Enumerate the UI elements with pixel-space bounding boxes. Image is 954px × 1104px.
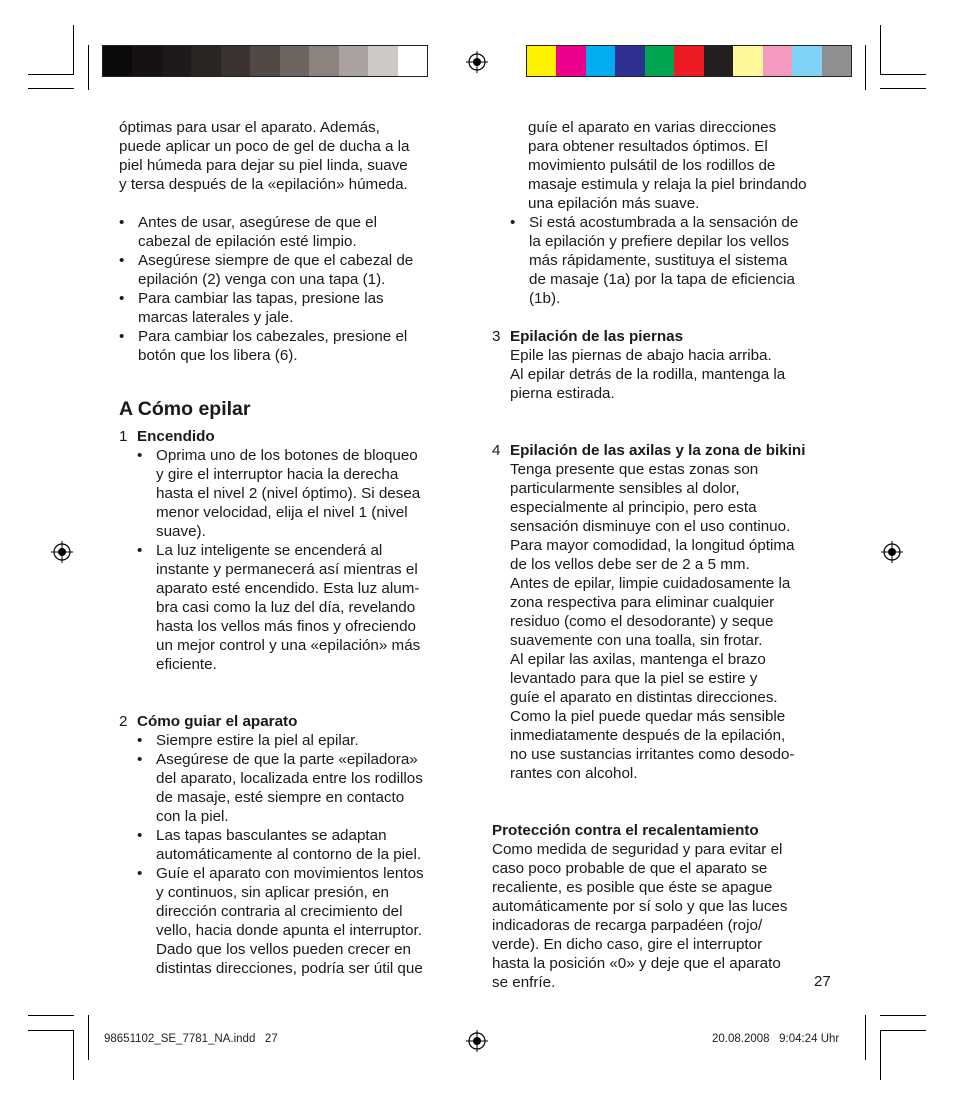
- footer-file-info: 98651102_SE_7781_NA.indd 27: [104, 1033, 278, 1045]
- color-swatch: [527, 46, 556, 76]
- registration-mark-icon: [466, 51, 488, 73]
- list-item: • Antes de usar, asegúrese de que el cabezal de epilación esté limpio.: [119, 213, 464, 251]
- step-bullet-list: [492, 213, 842, 308]
- color-swatch: [280, 46, 309, 76]
- list-item: • La luz inteligente se encenderá al instante y permanecerá así mientras el aparato esté encendido. Esta luz alum- bra casi como la luz del día, revelando hasta los vellos más finos y ofreciendo un mejor control y una «epilación» más eficiente.: [137, 541, 464, 674]
- list-item: • Oprima uno de los botones de bloqueo y gire el interruptor hacia la derecha hasta el nivel 2 (nivel óptimo). Si desea menor velocidad, elija el nivel 1 (nivel suave).: [137, 446, 464, 541]
- list-item: • Guíe el aparato con movimientos lentos y continuos, sin aplicar presión, en dirección contraria al crecimiento del vello, hacia donde apunta el interruptor. Dado que los vellos pueden crecer en distintas direcciones, podría ser útil que: [137, 864, 464, 978]
- color-swatch: [615, 46, 644, 76]
- color-swatch: [309, 46, 338, 76]
- color-swatch: [763, 46, 792, 76]
- color-swatch: [674, 46, 703, 76]
- color-swatch: [398, 46, 427, 76]
- list-item: • Para cambiar las tapas, presione las marcas laterales y jale.: [119, 289, 464, 327]
- list-item: • Para cambiar los cabezales, presione el botón que los libera (6).: [119, 327, 464, 365]
- color-swatch: [822, 46, 851, 76]
- protection-body: Como medida de seguridad y para evitar el caso poco probable de que el aparato se recaliente, es posible que éste se apague automáticamente por sí solo y que las luces indicadoras de recarga parpadéen (rojo/ verde). En dicho caso, gire el interruptor hasta la posición «0» y deje que el aparato se enfríe.: [492, 841, 788, 991]
- step-heading: 3 Epilación de las piernas: [492, 328, 684, 345]
- prep-bullet-list: [119, 213, 464, 365]
- section-heading: A Cómo epilar: [119, 398, 251, 420]
- color-swatch: [339, 46, 368, 76]
- footer-timestamp: 20.08.2008 9:04:24 Uhr: [712, 1033, 840, 1045]
- step-body: Epile las piernas de abajo hacia arriba. Al epilar detrás de la rodilla, mantenga la pierna estirada.: [510, 347, 786, 402]
- list-item: • Siempre estire la piel al epilar.: [137, 731, 464, 750]
- color-swatch: [704, 46, 733, 76]
- intro-paragraph: óptimas para usar el aparato. Además, puede aplicar un poco de gel de ducha a la piel húmeda para dejar su piel linda, suave y tersa después de la «epilación» húmeda.: [119, 119, 410, 193]
- color-swatch: [191, 46, 220, 76]
- registration-mark-icon: [51, 541, 73, 563]
- subsection-heading: Protección contra el recalentamiento: [492, 822, 759, 839]
- color-swatch: [250, 46, 279, 76]
- registration-mark-icon: [466, 1030, 488, 1052]
- continued-bullet: guíe el aparato en varias direcciones para obtener resultados óptimos. El movimiento pulsátil de los rodillos de masaje estimula y relaja la piel brindando una epilación más suave.: [528, 119, 807, 212]
- left-column: [119, 118, 464, 978]
- list-item: • Asegúrese de que la parte «epiladora» del aparato, localizada entre los rodillos de masaje, esté siempre en contacto con la piel.: [137, 750, 464, 826]
- color-swatch: [792, 46, 821, 76]
- right-column: [492, 118, 842, 992]
- step-heading: 4 Epilación de las axilas y la zona de bikini: [492, 442, 806, 459]
- color-swatch: [645, 46, 674, 76]
- registration-mark-icon: [881, 541, 903, 563]
- color-swatch: [368, 46, 397, 76]
- page-number: 27: [814, 973, 831, 990]
- step-bullet-list: [119, 731, 464, 978]
- color-swatch: [556, 46, 585, 76]
- color-swatch: [733, 46, 762, 76]
- list-item: • Las tapas basculantes se adaptan automáticamente al contorno de la piel.: [137, 826, 464, 864]
- list-item: • Asegúrese siempre de que el cabezal de epilación (2) venga con una tapa (1).: [119, 251, 464, 289]
- step-heading: 2 Cómo guiar el aparato: [119, 713, 298, 730]
- color-swatch: [103, 46, 132, 76]
- grayscale-color-bar: [102, 45, 428, 77]
- step-heading: 1 Encendido: [119, 428, 215, 445]
- list-item: • Si está acostumbrada a la sensación de la epilación y prefiere depilar los vellos más rápidamente, sustituya el sistema de masaje (1a) por la tapa de eficiencia (1b).: [510, 213, 842, 308]
- step-bullet-list: [119, 446, 464, 674]
- color-swatch: [162, 46, 191, 76]
- step-body: Tenga presente que estas zonas son particularmente sensibles al dolor, especialmente al principio, pero esta sensación disminuye con el uso continuo. Para mayor comodidad, la longitud óptima de los vellos debe ser de 2 a 5 mm. Antes de epilar, limpie cuidadosamente la zona respectiva para eliminar cualquier residuo (como el desodorante) y seque suavemente con una toalla, sin frotar. Al epilar las axilas, mantenga el brazo levantado para que la piel se estire y guíe el aparato en distintas direcciones. Como la piel puede quedar más sensible inmediatamente después de la epilación, no use sustancias irritantes como desodo- rantes con alcohol.: [510, 461, 795, 782]
- process-color-bar: [526, 45, 852, 77]
- color-swatch: [132, 46, 161, 76]
- color-swatch: [221, 46, 250, 76]
- color-swatch: [586, 46, 615, 76]
